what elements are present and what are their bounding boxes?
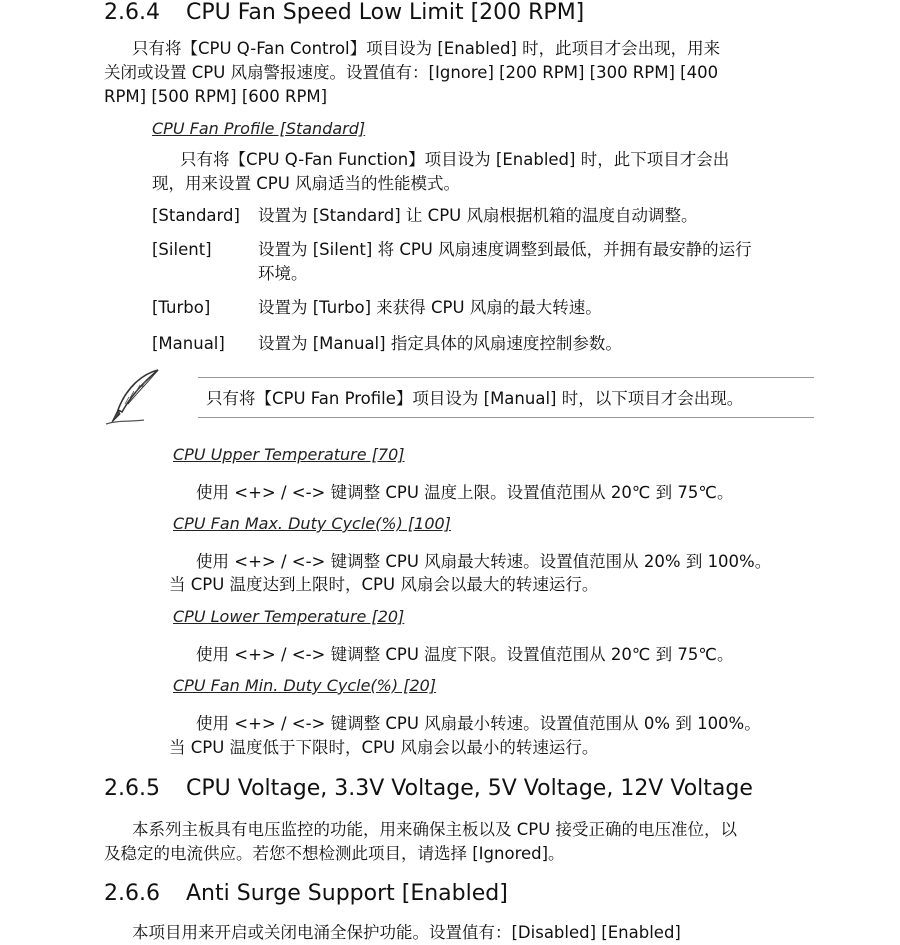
intro-line-3: RPM] [500 RPM] [600 RPM] [104,87,328,106]
section-title: CPU Voltage, 3.3V Voltage, 5V Voltage, 12V Voltage [186,776,753,801]
voltage-desc-line-2: 及稳定的电流供应。若您不想检测此项目，请选择 [Ignored]。 [104,844,565,863]
section-title: Anti Surge Support [Enabled] [186,881,508,906]
section-heading-2-6-4 [104,0,584,25]
option-desc-silent-1: 设置为 [Silent] 将 CPU 风扇速度调整到最低，并拥有最安静的运行 [258,240,752,259]
cpu-fan-min-duty-desc-1: 使用 <+> / <-> 键调整 CPU 风扇最小转速。设置值范围从 0% 到 100%。 [196,714,761,733]
section-heading-2-6-5 [104,776,753,801]
section-heading-2-6-6 [104,881,508,906]
option-desc-manual: 设置为 [Manual] 指定具体的风扇速度控制参数。 [258,334,622,353]
section-number: 2.6.5 [104,776,160,801]
profile-desc-line-2: 现，用来设置 CPU 风扇适当的性能模式。 [152,174,461,193]
option-desc-standard: 设置为 [Standard] 让 CPU 风扇根据机箱的温度自动调整。 [258,206,698,225]
cpu-fan-min-duty-heading: CPU Fan Min. Duty Cycle(%) [20] [173,676,437,695]
intro-line-2: 关闭或设置 CPU 风扇警报速度。设置值有：[Ignore] [200 RPM] [300 RPM] [400 [104,63,719,82]
cpu-lower-temp-desc: 使用 <+> / <-> 键调整 CPU 温度下限。设置值范围从 20℃ 到 75℃。 [196,645,734,664]
cpu-upper-temp-heading: CPU Upper Temperature [70] [173,445,405,464]
voltage-desc-line-1: 本系列主板具有电压监控的功能，用来确保主板以及 CPU 接受正确的电压准位，以 [132,820,738,839]
option-key-standard: [Standard] [152,206,240,225]
cpu-lower-temp-heading: CPU Lower Temperature [20] [173,607,405,626]
cpu-fan-profile-heading: CPU Fan Profile [Standard] [152,119,366,138]
intro-line-1: 只有将【CPU Q-Fan Control】项目设为 [Enabled] 时，此项目才会出现，用来 [132,39,721,58]
note-text: 只有将【CPU Fan Profile】项目设为 [Manual] 时，以下项目才会出现。 [206,389,744,408]
option-key-turbo: [Turbo] [152,298,211,317]
cpu-fan-max-duty-desc-1: 使用 <+> / <-> 键调整 CPU 风扇最大转速。设置值范围从 20% 到 100%。 [196,552,772,571]
cpu-upper-temp-desc: 使用 <+> / <-> 键调整 CPU 温度上限。设置值范围从 20℃ 到 75℃。 [196,483,734,502]
option-desc-turbo: 设置为 [Turbo] 来获得 CPU 风扇的最大转速。 [258,298,602,317]
option-key-manual: [Manual] [152,334,225,353]
note-top-rule [198,377,814,378]
option-key-silent: [Silent] [152,240,212,259]
cpu-fan-min-duty-desc-2: 当 CPU 温度低于下限时，CPU 风扇会以最小的转速运行。 [169,738,599,757]
note-bottom-rule [198,417,814,418]
quill-pen-icon [104,366,164,428]
section-number: 2.6.4 [104,0,160,25]
option-desc-silent-2: 环境。 [258,264,308,283]
section-title: CPU Fan Speed Low Limit [200 RPM] [186,0,585,25]
profile-desc-line-1: 只有将【CPU Q-Fan Function】项目设为 [Enabled] 时，此下项目才会出 [180,150,730,169]
cpu-fan-max-duty-heading: CPU Fan Max. Duty Cycle(%) [100] [173,514,451,533]
anti-surge-desc: 本项目用来开启或关闭电涌全保护功能。设置值有：[Disabled] [Enabled] [132,923,681,942]
section-number: 2.6.6 [104,881,160,906]
cpu-fan-max-duty-desc-2: 当 CPU 温度达到上限时，CPU 风扇会以最大的转速运行。 [169,575,599,594]
